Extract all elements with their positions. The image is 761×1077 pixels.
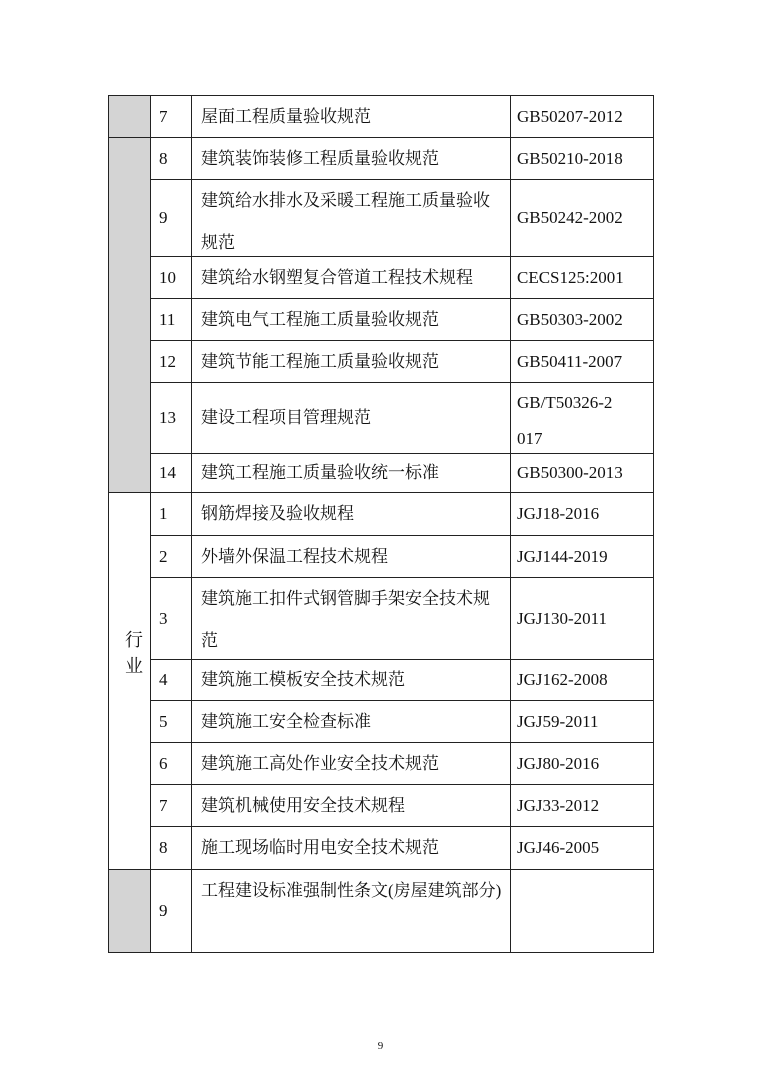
standard-code: JGJ59-2011 — [510, 700, 654, 743]
standard-code: CECS125:2001 — [510, 256, 654, 299]
standard-code: JGJ144-2019 — [510, 535, 654, 578]
standard-code: GB50210-2018 — [510, 137, 654, 180]
group-cell-bottom — [108, 869, 151, 953]
standard-name: 建筑给水排水及采暖工程施工质量验收规范 — [191, 179, 511, 257]
standard-name: 建筑施工安全检查标准 — [191, 700, 511, 743]
standard-name: 建筑工程施工质量验收统一标准 — [191, 453, 511, 493]
standard-name: 建筑施工扣件式钢管脚手架安全技术规范 — [191, 577, 511, 660]
standard-code — [510, 869, 654, 953]
row-number: 4 — [150, 659, 192, 701]
standard-name: 建筑节能工程施工质量验收规范 — [191, 340, 511, 383]
standard-name: 建筑给水钢塑复合管道工程技术规程 — [191, 256, 511, 299]
row-number: 8 — [150, 137, 192, 180]
standard-code: GB/T50326-2017 — [510, 382, 654, 454]
row-number: 2 — [150, 535, 192, 578]
standard-name: 建筑装饰装修工程质量验收规范 — [191, 137, 511, 180]
standard-name: 工程建设标准强制性条文(房屋建筑部分) — [191, 869, 511, 953]
page-number: 9 — [377, 1040, 384, 1052]
standard-name: 屋面工程质量验收规范 — [191, 95, 511, 138]
row-number: 7 — [150, 784, 192, 827]
standard-name: 建筑机械使用安全技术规程 — [191, 784, 511, 827]
row-number: 1 — [150, 492, 192, 536]
standard-name: 施工现场临时用电安全技术规范 — [191, 826, 511, 870]
standard-code: JGJ33-2012 — [510, 784, 654, 827]
group-cell-national — [108, 137, 151, 493]
standard-name: 建设工程项目管理规范 — [191, 382, 511, 454]
standard-code: GB50300-2013 — [510, 453, 654, 493]
row-number: 11 — [150, 298, 192, 341]
standard-code: GB50242-2002 — [510, 179, 654, 257]
row-number: 8 — [150, 826, 192, 870]
row-number: 14 — [150, 453, 192, 493]
row-number: 6 — [150, 742, 192, 785]
standard-name: 建筑施工高处作业安全技术规范 — [191, 742, 511, 785]
standard-name: 钢筋焊接及验收规程 — [191, 492, 511, 536]
standard-code: JGJ18-2016 — [510, 492, 654, 536]
section-label-industry: 行业 — [122, 630, 143, 682]
standard-code: JGJ80-2016 — [510, 742, 654, 785]
standard-code: GB50207-2012 — [510, 95, 654, 138]
standard-code: JGJ162-2008 — [510, 659, 654, 701]
row-number: 3 — [150, 577, 192, 660]
row-number: 10 — [150, 256, 192, 299]
standard-code: JGJ46-2005 — [510, 826, 654, 870]
group-cell-top — [108, 95, 151, 138]
row-number: 9 — [150, 179, 192, 257]
standard-code: JGJ130-2011 — [510, 577, 654, 660]
standard-name: 建筑电气工程施工质量验收规范 — [191, 298, 511, 341]
standard-code: GB50411-2007 — [510, 340, 654, 383]
row-number: 9 — [150, 869, 192, 953]
standard-code: GB50303-2002 — [510, 298, 654, 341]
standard-name: 外墙外保温工程技术规程 — [191, 535, 511, 578]
row-number: 13 — [150, 382, 192, 454]
row-number: 7 — [150, 95, 192, 138]
row-number: 5 — [150, 700, 192, 743]
row-number: 12 — [150, 340, 192, 383]
standard-name: 建筑施工模板安全技术规范 — [191, 659, 511, 701]
